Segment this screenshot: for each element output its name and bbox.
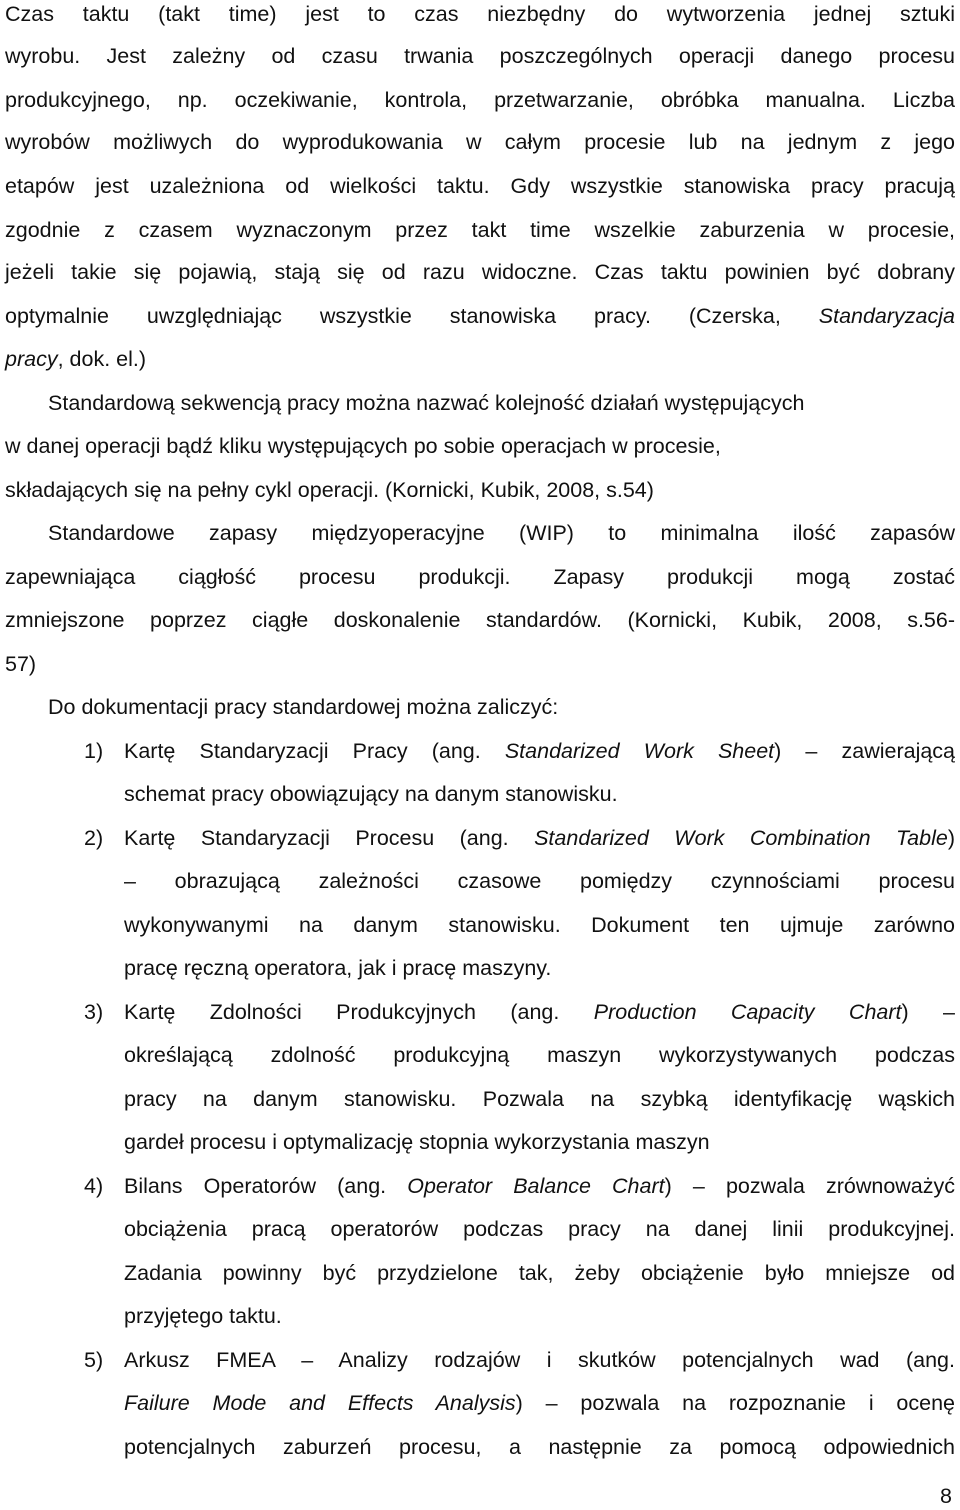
list-intro: Do dokumentacji pracy standardowej można zaliczyć: [48, 695, 559, 719]
paragraph-line: zapewniająca ciągłość procesu produkcji. Zapasy produkcji mogą zostać [5, 565, 955, 589]
list-item-line: schemat pracy obowiązujący na danym stanowisku. [124, 782, 618, 806]
list-item-line: określającą zdolność produkcyjną maszyn wykorzystywanych podczas [124, 1043, 955, 1067]
text: ) – pozwala na rozpoznanie i ocenę [515, 1391, 956, 1415]
list-item-line: – obrazującą zależności czasowe pomiędzy czynnościami procesu [124, 869, 955, 893]
list-number: 3) [84, 1000, 104, 1024]
list-item-line: gardeł procesu i optymalizację stopnia wykorzystania maszyn [124, 1130, 710, 1154]
list-item-line: wykonywanymi na danym stanowisku. Dokument ten ujmuje zarówno [124, 913, 955, 937]
paragraph-line [5, 302, 955, 330]
list-item-line: pracę ręczną operatora, jak i pracę maszyny. [124, 956, 552, 980]
list-item-line: Zadania powinny być przydzielone tak, żeby obciążenie było mniejsze od [124, 1261, 955, 1285]
text: Kartę Standaryzacji Pracy (ang. [124, 739, 505, 763]
text: Bilans Operatorów (ang. [124, 1174, 408, 1198]
list-item-line [124, 1389, 955, 1417]
list-number: 4) [84, 1174, 104, 1198]
paragraph-line: jeżeli takie się pojawią, stają się od razu widoczne. Czas taktu powinien być dobrany [5, 260, 955, 284]
list-item-line [124, 737, 955, 765]
term: Standarized Work Sheet [504, 739, 775, 763]
term: Operator Balance Chart [407, 1174, 665, 1198]
list-item-line: pracy na danym stanowisku. Pozwala na szybką identyfikację wąskich [124, 1087, 955, 1111]
text: ) – zawierającą [774, 739, 956, 763]
text: optymalnie uwzględniając wszystkie stanowiska pracy. (Czerska, [5, 304, 819, 328]
paragraph-line: etapów jest uzależniona od wielkości taktu. Gdy wszystkie stanowiska pracy pracują [5, 174, 955, 198]
paragraph-line: Czas taktu (takt time) jest to czas niezbędny do wytworzenia jednej sztuki [5, 2, 955, 26]
list-item-line: obciążenia pracą operatorów podczas pracy na danej linii produkcyjnej. [124, 1217, 955, 1241]
list-item-line: potencjalnych zaburzeń procesu, a następnie za pomocą odpowiednich [124, 1435, 955, 1459]
page-number: 8 [940, 1484, 952, 1508]
paragraph-line: produkcyjnego, np. oczekiwanie, kontrola, przetwarzanie, obróbka manualna. Liczba [5, 88, 955, 112]
text: , dok. el.) [57, 347, 147, 371]
list-number: 5) [84, 1348, 104, 1372]
paragraph-line: 57) [5, 652, 37, 676]
citation-title: Standaryzacja [818, 304, 955, 328]
list-item-line [124, 824, 955, 852]
paragraph-line: wyrobu. Jest zależny od czasu trwania poszczególnych operacji danego procesu [5, 44, 955, 68]
term: Standarized Work Combination Table [534, 826, 948, 850]
term: Failure Mode and Effects Analysis [124, 1391, 516, 1415]
paragraph-line: wyrobów możliwych do wyprodukowania w całym procesie lub na jednym z jego [5, 130, 955, 154]
paragraph-line: zgodnie z czasem wyznaczonym przez takt time wszelkie zaburzenia w procesie, [5, 218, 955, 242]
text: ) – [901, 1000, 955, 1024]
paragraph-line [5, 345, 955, 373]
paragraph-line: Standardową sekwencją pracy można nazwać kolejność działań występujących [48, 391, 805, 415]
text: Kartę Zdolności Produkcyjnych (ang. [124, 1000, 594, 1024]
text: ) [947, 826, 955, 850]
paragraph-line: w danej operacji bądź kliku występujących po sobie operacjach w procesie, [5, 434, 721, 458]
term: Production Capacity Chart [593, 1000, 902, 1024]
text: ) – pozwala zrównoważyć [664, 1174, 956, 1198]
paragraph-line: składających się na pełny cykl operacji. (Kornicki, Kubik, 2008, s.54) [5, 478, 654, 502]
citation-title: pracy [5, 347, 58, 371]
list-number: 1) [84, 739, 104, 763]
paragraph-line: zmniejszone poprzez ciągłe doskonalenie standardów. (Kornicki, Kubik, 2008, s.56- [5, 608, 955, 632]
list-item-line: przyjętego taktu. [124, 1304, 282, 1328]
text: Kartę Standaryzacji Procesu (ang. [124, 826, 535, 850]
list-item-line [124, 1172, 955, 1200]
list-item-line [124, 998, 955, 1026]
paragraph-line: Standardowe zapasy międzyoperacyjne (WIP) to minimalna ilość zapasów [48, 521, 955, 545]
list-number: 2) [84, 826, 104, 850]
list-item-line: Arkusz FMEA – Analizy rodzajów i skutków potencjalnych wad (ang. [124, 1348, 955, 1372]
